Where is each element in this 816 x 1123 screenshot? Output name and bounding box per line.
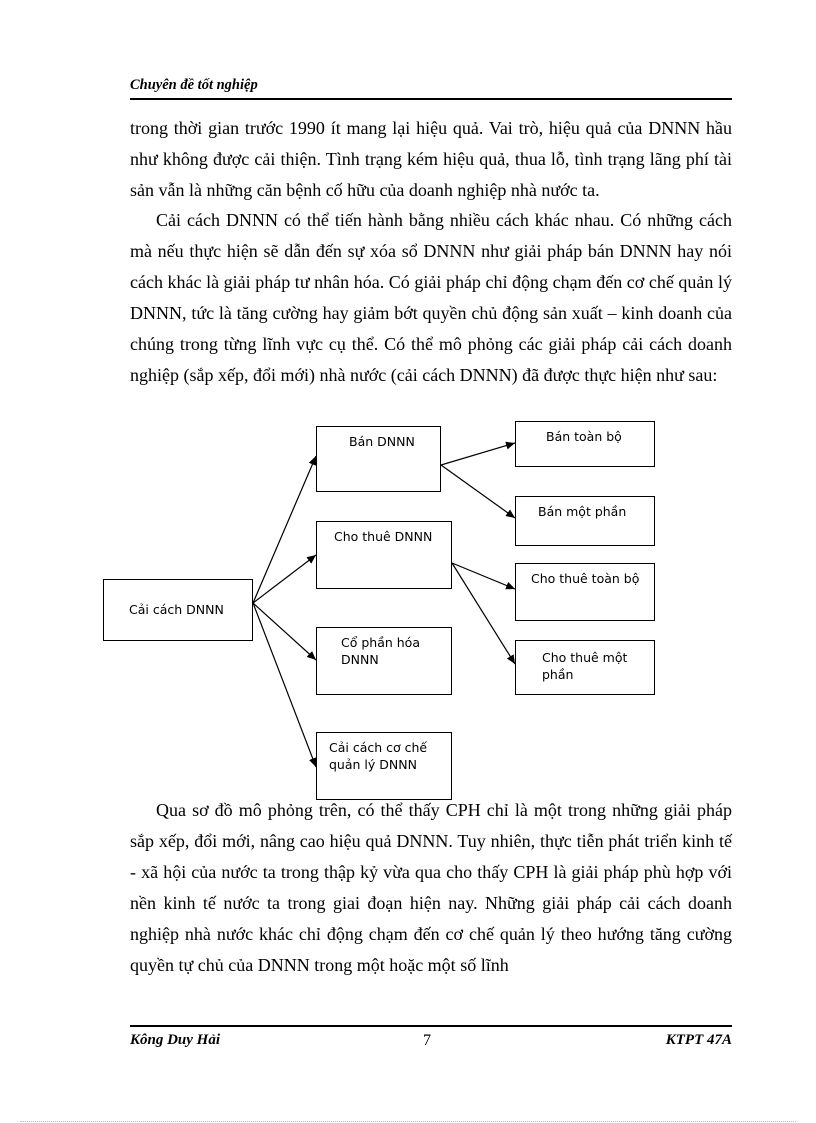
node-ban-toanbo: Bán toàn bộ [515,421,655,467]
arrow-ban-to-motphan [441,465,515,518]
node-cophanhoa-dnnn: Cổ phần hóa DNNN [316,627,452,695]
arrow-chothue-to-toanbo [452,563,515,589]
node-chothue-dnnn: Cho thuê DNNN [316,521,452,589]
node-chothue-toanbo: Cho thuê toàn bộ [515,563,655,621]
arrow-ban-to-toanbo [441,443,515,465]
node-caicach-coche: Cải cách cơ chế quản lý DNNN [316,732,452,800]
header-title: Chuyên đề tốt nghiệp [130,77,258,93]
node-root: Cải cách DNNN [103,579,253,641]
arrow-root-to-cophan [253,603,316,660]
paragraph-2: Cải cách DNNN có thể tiến hành bằng nhiều cách khác nhau. Có những cách mà nếu thực hiện sẽ dẫn đến sự xóa sổ DNNN như giải pháp bán DNNN hay nói cách khác là giải pháp tư nhân hóa. Có giải pháp chỉ động chạm đến cơ chế quản lý DNNN, tức là tăng cường hay giảm bớt quyền chủ động sản xuất – kinh doanh của chúng trong từng lĩnh vực cụ thể. Có thể mô phỏng các giải pháp cải cách doanh nghiệp (sắp xếp, đổi mới) nhà nước (cải cách DNNN) đã được thực hiện như sau: [130,210,732,385]
arrow-root-to-ban [253,456,316,603]
footer-page-number: 7 [423,1032,431,1049]
arrow-chothue-to-motphan [452,563,515,664]
page-header [130,74,732,100]
arrow-root-to-chothue [253,555,316,603]
node-ban-dnnn: Bán DNNN [316,426,441,492]
arrow-root-to-caicach [253,603,316,767]
paragraph-1: trong thời gian trước 1990 ít mang lại hiệu quả. Vai trò, hiệu quả của DNNN hầu như không được cải thiện. Tình trạng kém hiệu quả, thua lỗ, tình trạng lãng phí tài sản vẫn là những căn bệnh cố hữu của doanh nghiệp nhà nước ta. [130,118,732,200]
footer-class-code: KTPT 47A [665,1032,732,1048]
node-ban-motphan: Bán một phần [515,496,655,546]
bottom-dotted-rule [20,1121,796,1122]
node-chothue-motphan: Cho thuê một phần [515,640,655,695]
page-footer [130,1025,732,1053]
footer-author: Kông Duy Hải [130,1032,221,1048]
paragraph-3: Qua sơ đồ mô phỏng trên, có thể thấy CPH chỉ là một trong những giải pháp sắp xếp, đổi mới, nâng cao hiệu quả DNNN. Tuy nhiên, thực tiễn phát triển kinh tế - xã hội của nước ta trong thập kỷ vừa qua cho thấy CPH là giải pháp phù hợp với nền kinh tế nước ta trong giai đoạn hiện nay. Những giải pháp cải cách doanh nghiệp nhà nước khác chỉ động chạm đến cơ chế quản lý theo hướng tăng cường quyền tự chủ của DNNN trong một hoặc một số lĩnh [130,800,732,975]
